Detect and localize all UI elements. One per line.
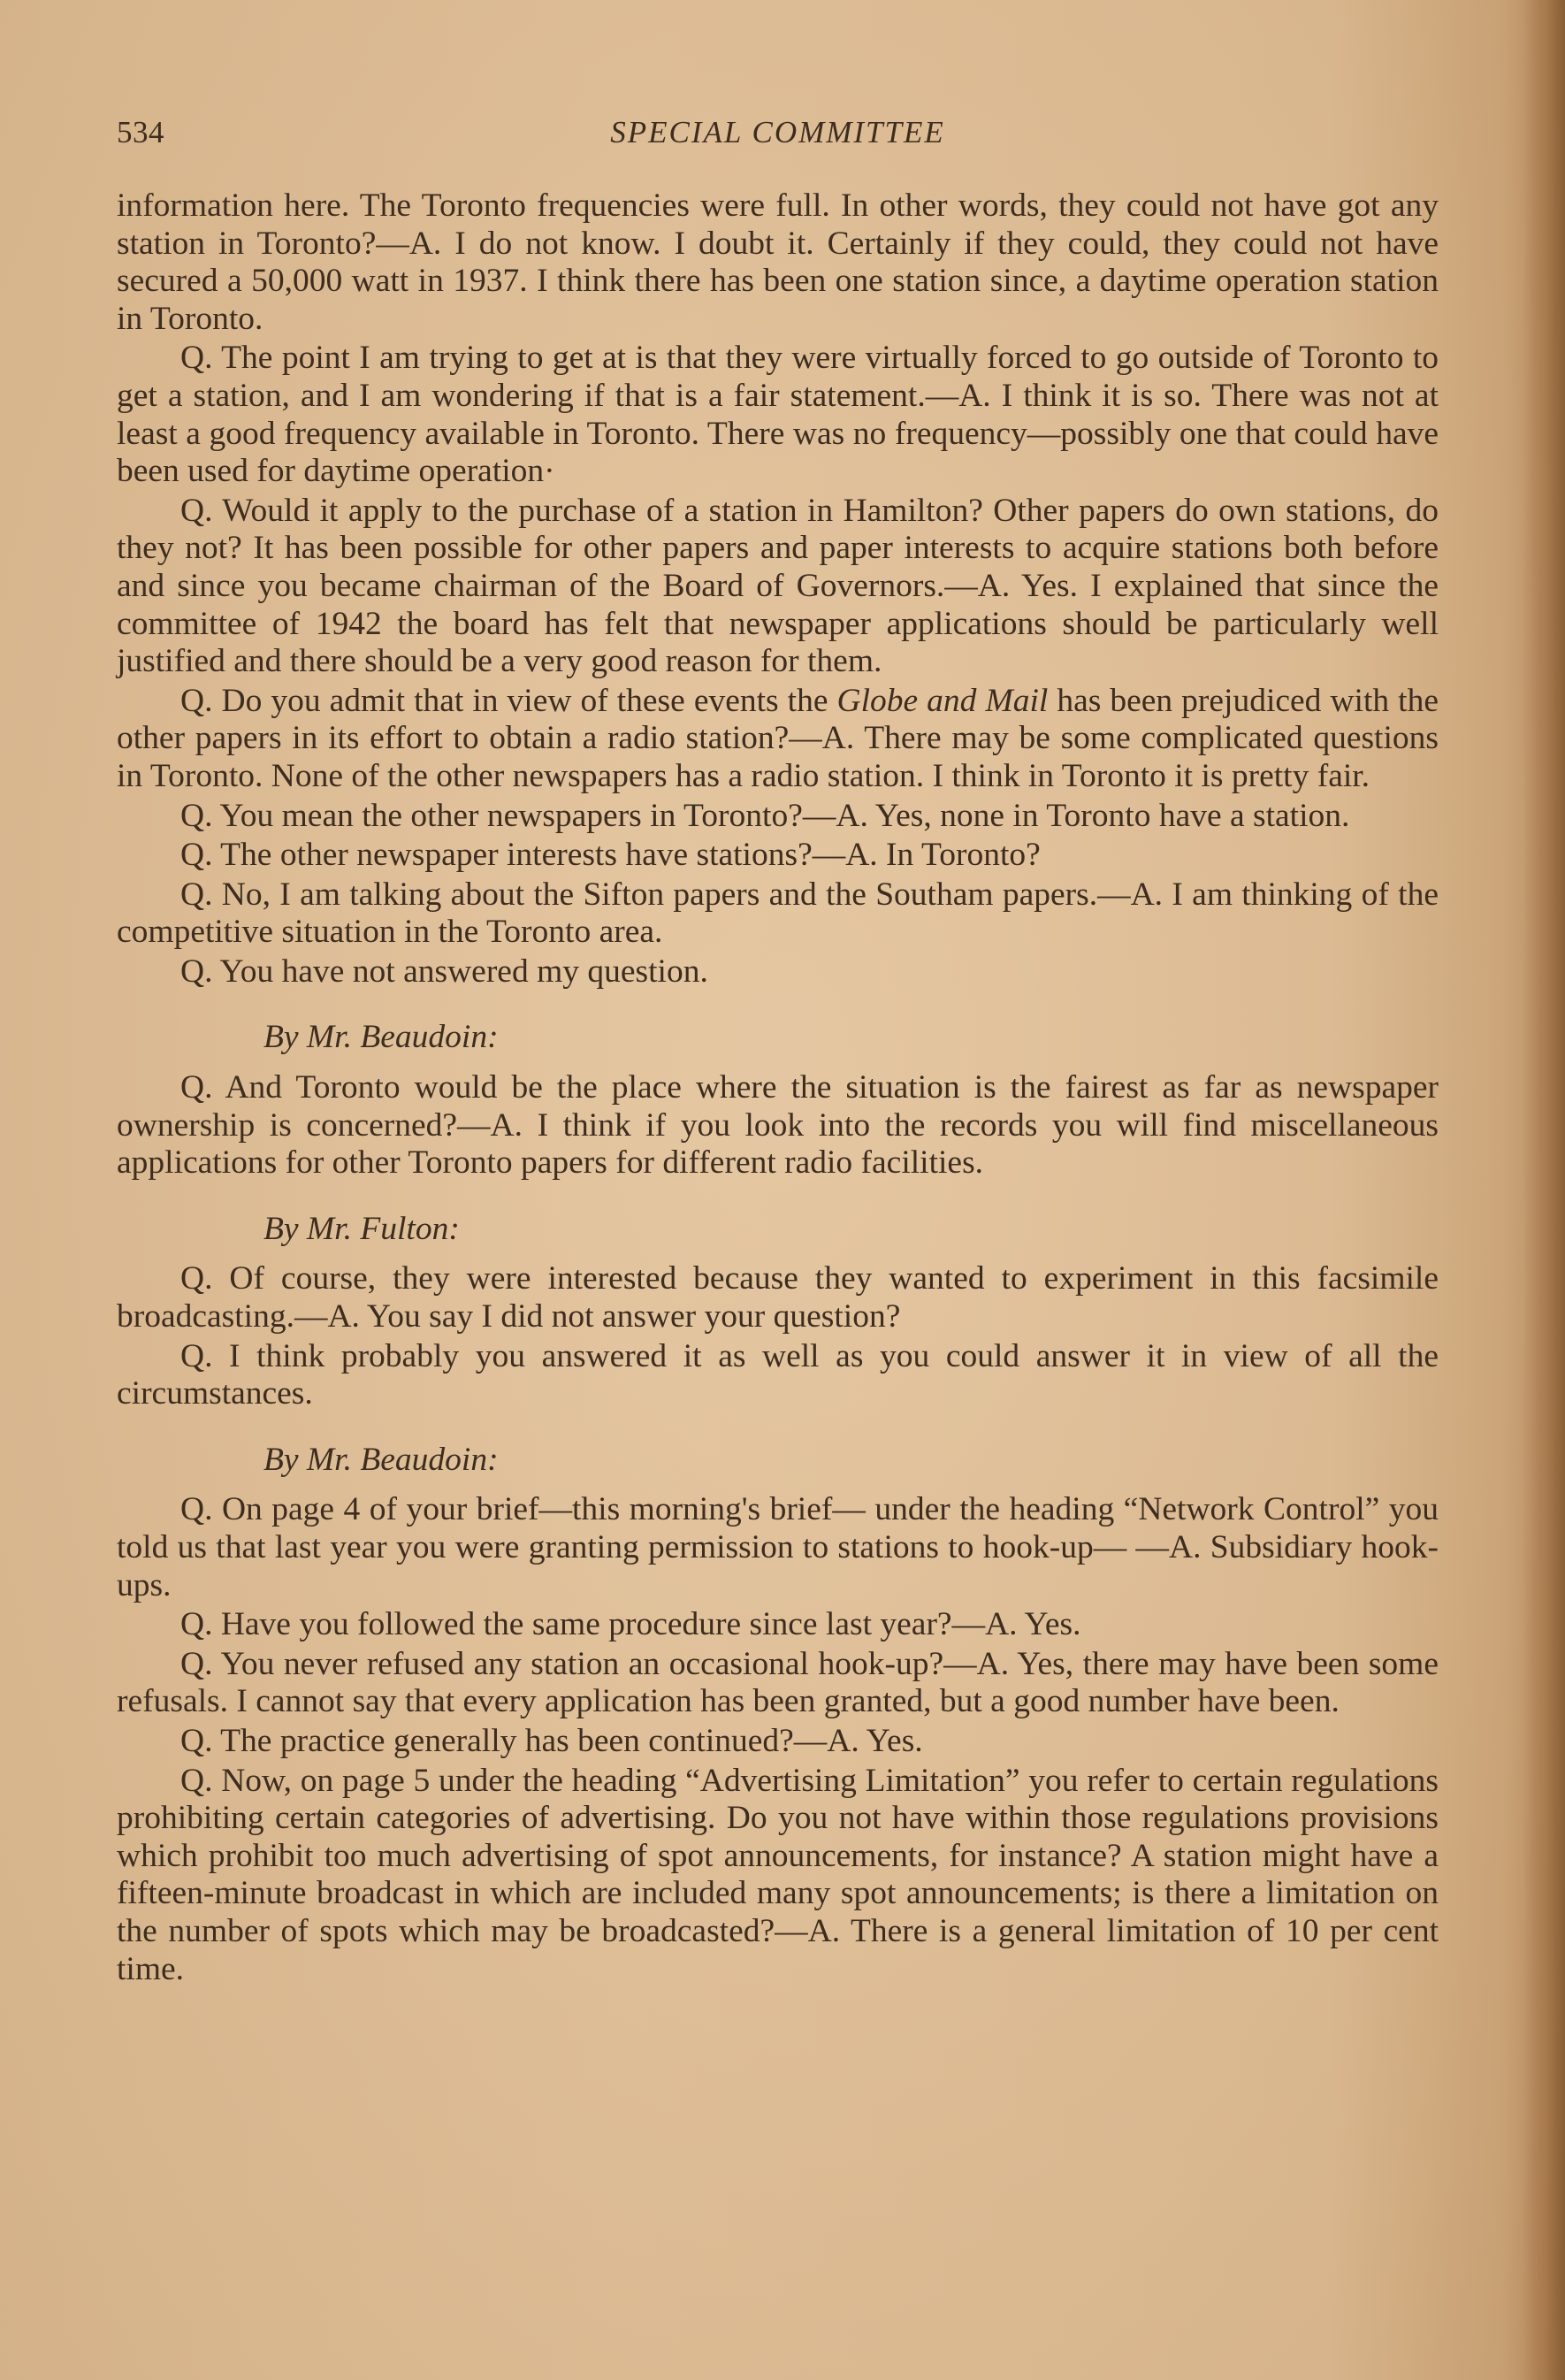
paragraph: Q. You mean the other newspapers in Toronto?—A. Yes, none in Toronto have a station.	[180, 797, 1350, 834]
paragraph: Q. On page 4 of your brief—this morning's brief— under the heading “Network Control” you told us that last year you were granting permission to stations to hook-up— —A. Subsidiary hook-ups.	[117, 1491, 1439, 1603]
paragraph: Q. And Toronto would be the place where the situation is the fairest as far as newspaper ownership is concerned?—A. I think if you look into the records you will find miscellaneous applications for other Toronto papers for different radio facilities.	[117, 1069, 1439, 1182]
speaker-heading: By Mr. Beaudoin:	[263, 1019, 499, 1056]
paragraph-text: Q. Do you admit that in view of these events the	[180, 682, 837, 719]
page-number: 534	[117, 115, 164, 149]
paragraph: Q. Now, on page 5 under the heading “Advertising Limitation” you refer to certain regulations prohibiting certain categories of advertising. Do you not have within those regulations provisions which prohibit too much advertising of spot announcements, for instance? A station might have a fifteen-minute broadcast in which are included many spot announcements; is there a limitation on the number of spots which may be broadcasted?—A. There is a general limitation of 10 per cent time.	[117, 1762, 1439, 1987]
speaker-heading: By Mr. Beaudoin:	[263, 1441, 499, 1478]
speaker-heading: By Mr. Fulton:	[263, 1210, 460, 1247]
paragraph: Q. You never refused any station an occasional hook-up?—A. Yes, there may have been some refusals. I cannot say that every application has been granted, but a good number have been.	[117, 1645, 1439, 1720]
newspaper-title: Globe and Mail	[836, 682, 1049, 719]
paragraph: Q. No, I am talking about the Sifton papers and the Southam papers.—A. I am thinking of the competitive situation in the Toronto area.	[117, 876, 1439, 951]
paragraph: Q. Would it apply to the purchase of a station in Hamilton? Other papers do own stations, do they not? It has been possible for other papers and paper interests to acquire stations both before and since you became chairman of the Board of Governors.—A. Yes. I explained that since the committee of 1942 the board has felt that newspaper applications should be particularly well justified and there should be a very good reason for them.	[117, 492, 1439, 680]
paragraph: Q. You have not answered my question.	[180, 953, 708, 990]
page-header	[117, 115, 1439, 165]
running-title: SPECIAL COMMITTEE	[610, 115, 945, 149]
paragraph: Q. Of course, they were interested because they wanted to experiment in this facsimile broadcasting.—A. You say I did not answer your question?	[117, 1260, 1439, 1335]
paragraph-text: has been prejudiced with the other papers in its effort to obtain a radio station?—A. There may be some complicated questions in Toronto. None of the other newspapers has a radio station. I think in Toronto it is pretty fair.	[117, 682, 1439, 794]
paragraph: Q. The practice generally has been continued?—A. Yes.	[180, 1722, 923, 1759]
paragraph	[117, 683, 1439, 796]
paragraph: Q. Have you followed the same procedure since last year?—A. Yes.	[180, 1606, 1081, 1643]
transcript-body	[117, 187, 1439, 1990]
paragraph: information here. The Toronto frequencies were full. In other words, they could not have got any station in Toronto?—A. I do not know. I doubt it. Certainly if they could, they could not have secured a 50,000 watt in 1937. I think there has been one station since, a daytime operation station in Toronto.	[117, 187, 1439, 337]
paragraph: Q. The point I am trying to get at is that they were virtually forced to go outside of Toronto to get a station, and I am wondering if that is a fair statement.—A. I think it is so. There was not at least a good frequency available in Toronto. There was no frequency—possibly one that could have been used for daytime operation·	[117, 340, 1439, 490]
paragraph: Q. I think probably you answered it as well as you could answer it in view of all the circumstances.	[117, 1337, 1439, 1412]
page-edge-shadow	[1523, 0, 1565, 2380]
paragraph: Q. The other newspaper interests have stations?—A. In Toronto?	[180, 837, 1041, 874]
